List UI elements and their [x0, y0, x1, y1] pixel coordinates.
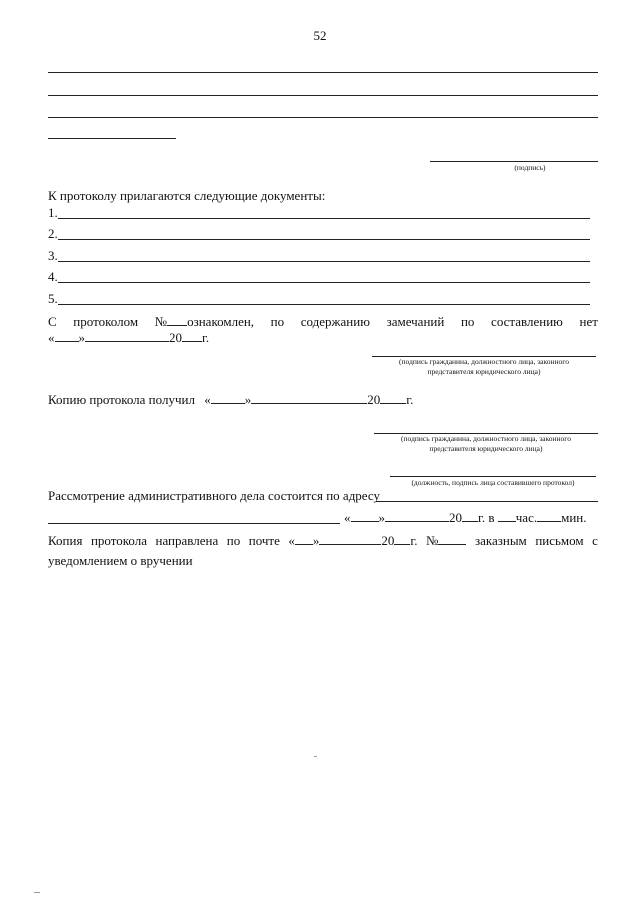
mailing-word: направлена	[155, 533, 219, 548]
year-blank	[380, 392, 406, 404]
familiarization-word: содержанию	[300, 314, 370, 329]
blank-line-3	[48, 117, 598, 118]
familiarization-word: протоколом	[73, 314, 139, 329]
year-suffix: г. в	[478, 510, 495, 525]
close-quote: »	[244, 392, 252, 407]
close-quote: »	[378, 510, 385, 525]
number-sign: №	[426, 533, 439, 548]
year-blank	[182, 330, 202, 342]
open-quote: «	[288, 533, 295, 548]
document-item-number: 2.	[48, 226, 58, 241]
document-item-number: 5.	[48, 291, 58, 306]
mailing-word: почте	[248, 533, 280, 548]
year-blank	[394, 533, 410, 545]
hearing-datetime	[344, 510, 586, 526]
familiarization-word: по	[270, 314, 285, 329]
mailing-word: протокола	[90, 533, 147, 548]
number-blank	[438, 533, 466, 545]
document-item-4	[48, 269, 58, 285]
document-line-4	[58, 282, 590, 283]
document-item-2	[48, 226, 58, 242]
open-quote: «	[48, 330, 55, 345]
familiarization-caption-1: (подпись гражданина, должностного лица, законного	[399, 357, 569, 366]
document-item-number: 3.	[48, 248, 58, 263]
hour-blank	[498, 510, 516, 522]
close-quote: »	[312, 533, 320, 548]
copy-received-caption-2: представителя юридического лица)	[429, 444, 543, 453]
official-signature-line	[390, 476, 596, 477]
minutes-label: мин.	[561, 510, 587, 525]
scan-mark	[34, 892, 40, 893]
mailing-word: письмом	[535, 533, 584, 548]
signature-line-top	[430, 161, 598, 162]
familiarization-word: нет	[579, 314, 598, 329]
copy-received-label: Копию протокола получил	[48, 392, 195, 407]
familiarization-word: составлению	[491, 314, 563, 329]
document-line-2	[58, 239, 590, 240]
mailing-word: заказным	[474, 533, 527, 548]
scan-mark	[314, 756, 317, 757]
year-suffix: г.	[202, 330, 210, 345]
year-prefix: 20	[367, 392, 381, 407]
year-prefix: 20	[449, 510, 462, 525]
familiarization-caption-2: представителя юридического лица)	[427, 367, 541, 376]
mailing-word: по	[226, 533, 241, 548]
blank-line-1	[48, 72, 598, 73]
mailing-row	[48, 533, 598, 549]
mailing-line-2: уведомлением о вручении	[48, 553, 193, 568]
familiarization-word: замечаний	[386, 314, 445, 329]
minute-blank	[537, 510, 561, 522]
document-item-5	[48, 291, 58, 307]
document-line-1	[58, 218, 590, 219]
mailing-word: с	[592, 533, 598, 548]
familiarization-row	[48, 314, 598, 330]
copy-received-caption-1: (подпись гражданина, должностного лица, законного	[401, 434, 571, 443]
day-blank	[351, 510, 379, 522]
close-quote: »	[78, 330, 85, 345]
official-signature-caption: (должность, подпись лица составившего протокол)	[411, 478, 575, 487]
document-item-number: 1.	[48, 205, 58, 220]
open-quote: «	[204, 392, 211, 407]
year-suffix: г.	[406, 392, 414, 407]
documents-heading: К протоколу прилагаются следующие документы:	[48, 188, 326, 203]
page-number: 52	[313, 28, 327, 43]
month-blank	[319, 533, 381, 545]
day-blank	[211, 392, 245, 404]
signature-caption: (подпись)	[514, 163, 546, 172]
hearing-address-line-2	[48, 523, 340, 524]
document-item-3	[48, 248, 58, 264]
month-blank	[85, 330, 169, 342]
hours-label: час.	[515, 510, 538, 525]
familiarization-date	[48, 330, 209, 346]
document-line-3	[58, 261, 590, 262]
month-blank	[385, 510, 449, 522]
year-suffix: г.	[410, 533, 418, 548]
document-item-number: 4.	[48, 269, 58, 284]
blank-line-4	[48, 138, 176, 139]
familiarization-word: по	[460, 314, 475, 329]
familiarization-word: ознакомлен,	[187, 314, 255, 329]
mailing-word: Копия	[48, 533, 83, 548]
familiarization-word: С	[48, 314, 57, 329]
hearing-label: Рассмотрение административного дела состоится по адресу	[48, 488, 381, 503]
year-prefix: 20	[169, 330, 182, 345]
hearing-address-line	[376, 501, 598, 502]
day-blank	[295, 533, 313, 545]
document-line-5	[58, 304, 590, 305]
familiarization-number-group	[155, 314, 254, 330]
mailing-date-group	[288, 533, 417, 549]
copy-received-row	[48, 392, 413, 408]
blank-line-2	[48, 95, 598, 96]
year-blank	[462, 510, 478, 522]
number-sign: №	[154, 314, 168, 329]
mailing-number-group	[426, 533, 466, 549]
day-blank	[55, 330, 79, 342]
open-quote: «	[344, 510, 351, 525]
month-blank	[251, 392, 367, 404]
year-prefix: 20	[381, 533, 395, 548]
protocol-number-blank	[167, 314, 187, 326]
